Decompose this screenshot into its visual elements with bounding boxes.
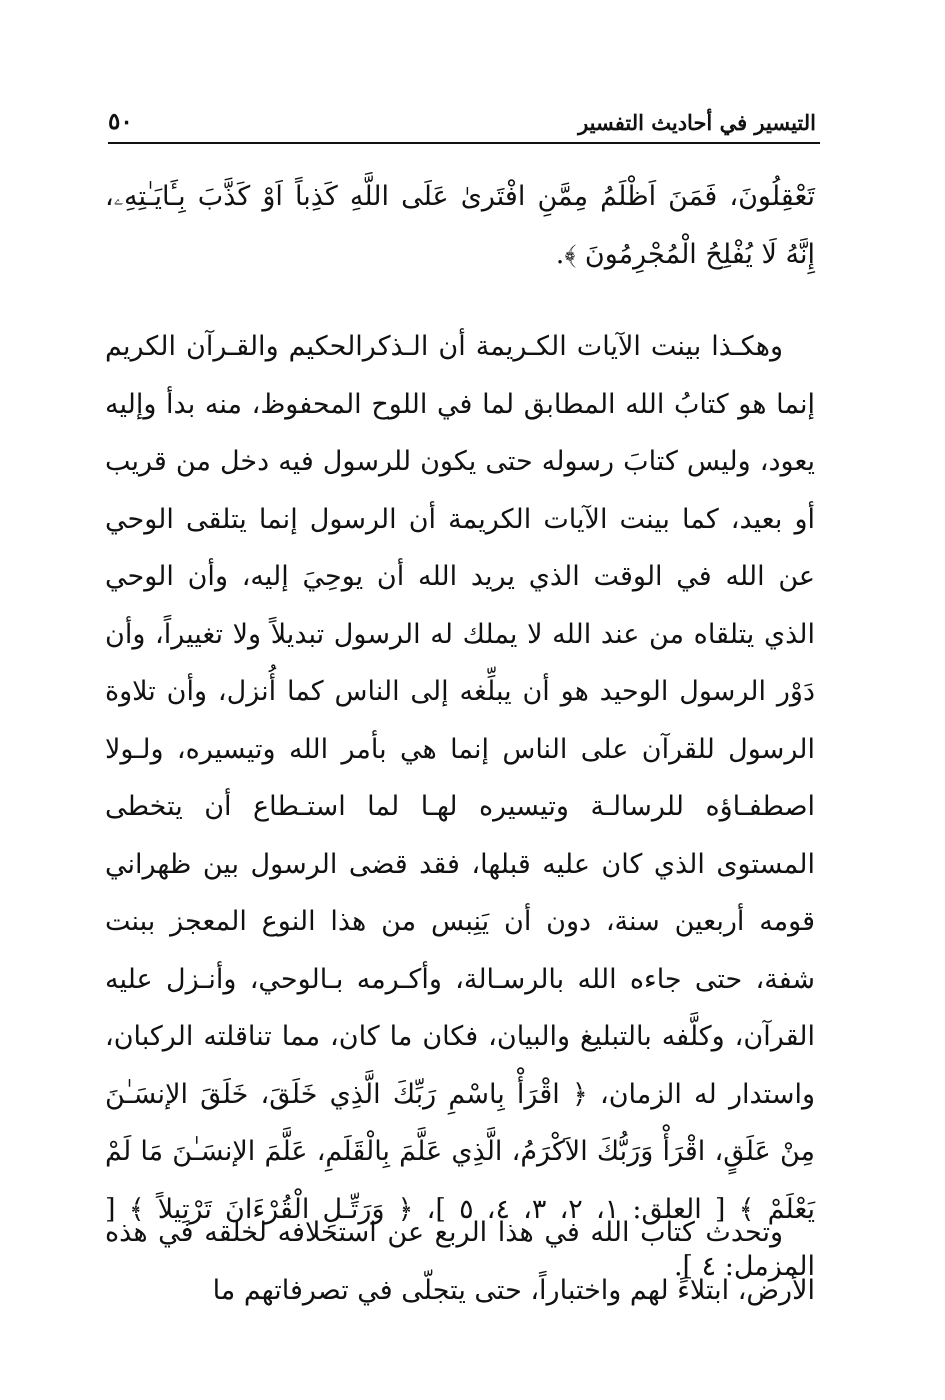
closing-paragraph-text: وتحدث كتاب الله في هذا الربع عن استخلافه لخلقه في هذه الأرض، ابتلاءً لهم واختباراً، حتى يتجلّى في تصرفاتهم ما (105, 1217, 815, 1306)
main-paragraph-text: وهكـذا بينت الآيات الكـريمة أن الـذكرالحكيم والقـرآن الكريم إنما هو كتابُ الله المطابق لما في اللوح المحفوظ، منه بدأ وإليه يعود، وليس كتابَ رسوله حتى يكون للرسول فيه دخل من قريب أو بعيد، كما بينت الآيات الكريمة أن الرسول إنما يتلقى الوحي عن الله في الوقت الذي يريد الله أن يوحِيَ إليه، وأن الوحي الذي يتلقاه من عند الله لا يملك له الرسول تبديلاً ولا تغييراً، وأن دَوْر الرسول الوحيد هو أن يبلِّغه إلى الناس كما أُنزل، وأن تلاوة الرسول للقرآن على الناس إنما هي بأمر الله وتيسيره، ولـولا اصطفـاؤه للرسالـة وتيسيره لهـا لما استـطاع أن يتخطى المستوى الذي كان عليه قبلها، فقد قضى الرسول بين ظهراني قومه أربعين سنة، دون أن يَنِبس من هذا النوع المعجز ببنت شفة، حتى جاءه الله بالرسـالة، وأكـرمه بـالوحي، وأنـزل عليه القرآن، وكلَّفه بالتبليغ والبيان، فكان ما كان، مما تناقلته الركبان، واستدار له الزمان، ﴿ اقْرَأْ بِاسْمِ رَبِّكَ الَّذِي خَلَقَ، خَلَقَ الإنسَـٰنَ مِنْ عَلَقٍ، اقْرَأْ وَرَبُّكَ الاَكْرَمُ، الَّذِي عَلَّمَ بِالْقَلَمِ، عَلَّمَ الإنسَـٰنَ مَا لَمْ يَعْلَمْ ﴾ [ العلق: ١، ٢، ٣، ٤، ٥ ]، ﴿ وَرَتِّـلِ الْقُرْءَانَ تَرْتِيلاً ﴾ [ المزمل: ٤ ]. (105, 331, 816, 1282)
running-title: التيسير في أحاديث التفسير (578, 110, 816, 135)
running-header (108, 104, 816, 144)
main-paragraph-block (105, 318, 815, 1296)
closing-paragraph (105, 1204, 815, 1319)
verse-block (105, 168, 815, 283)
main-paragraph (105, 318, 815, 1296)
page-number: ٥٠ (108, 108, 133, 135)
closing-paragraph-block (105, 1204, 815, 1319)
header-rule (108, 142, 820, 144)
verse-text: تَعْقِلُونَ، فَمَنَ اَظْلَمُ مِمَّنِ افْتَرىٰ عَلَى اللَّهِ كَذِباً اَوْ كَذَّبَ بِـَٔايَـٰتِهِۦ، إِنَّهُ لَا يُفْلِحُ الْمُجْرِمُونَ ﴾. (105, 181, 815, 270)
